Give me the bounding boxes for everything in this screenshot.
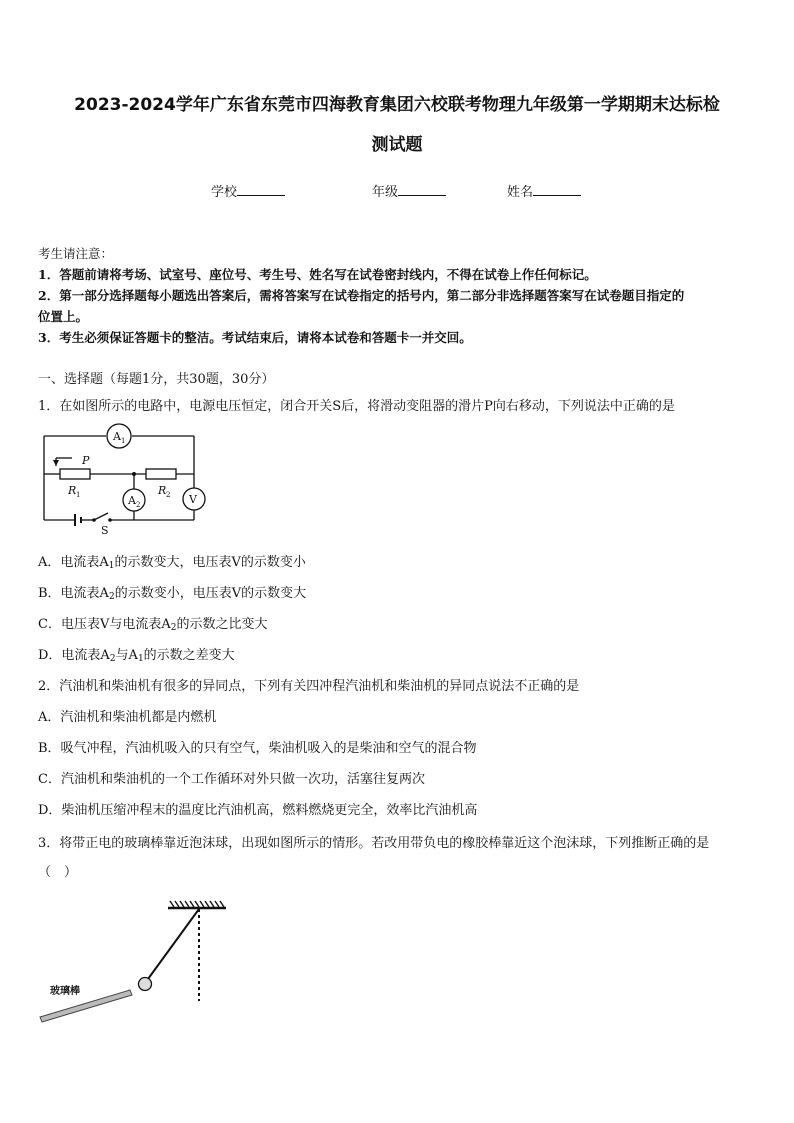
- p-label: P: [82, 454, 90, 467]
- a2-sub: 2: [136, 501, 141, 509]
- q1-option-c: C．电压表V与电流表$A_2$的示数之比变大: [38, 617, 268, 633]
- q2-option-a: A．汽油机和柴油机都是内燃机: [38, 710, 217, 725]
- school-field: [211, 181, 285, 200]
- a1-letter: A: [113, 430, 121, 443]
- q1-circuit-diagram: [38, 422, 218, 537]
- q3-paren: （ ）: [38, 865, 78, 880]
- notice-heading: 考生请注意：: [38, 246, 114, 261]
- r2-sub: 2: [166, 491, 171, 499]
- grade-field: [372, 181, 446, 200]
- grade-label: 年级: [372, 185, 399, 200]
- r1-letter: R: [68, 484, 77, 497]
- school-blank: [237, 183, 285, 196]
- q2-option-b: B．吸气冲程，汽油机吸入的只有空气，柴油机吸入的是柴油和空气的混合物: [38, 741, 477, 756]
- notice-item-1: 1．答题前请将考场、试室号、座位号、考生号、姓名写在试卷密封线内，不得在试卷上作任何标记。: [38, 267, 597, 282]
- page-title-line1: 2023-2024学年广东省东莞市四海教育集团六校联考物理九年级第一学期期末达标检: [74, 95, 720, 115]
- q2-option-d: D．柴油机压缩冲程末的温度比汽油机高，燃料燃烧更完全，效率比汽油机高: [38, 803, 478, 818]
- name-label: 姓名: [507, 185, 534, 200]
- q2-option-c: C．汽油机和柴油机的一个工作循环对外只做一次功，活塞往复两次: [38, 772, 425, 787]
- notice-item-2b: 位置上。: [38, 309, 89, 324]
- name-blank: [533, 183, 581, 196]
- r2-letter: R: [158, 484, 167, 497]
- rod-label: 玻璃棒: [50, 986, 80, 997]
- q2-stem: 2．汽油机和柴油机有很多的异同点，下列有关四冲程汽油机和柴油机的异同点说法不正确的是: [38, 679, 580, 694]
- q3-foam-ball-diagram: [38, 895, 238, 1025]
- s-label: S: [101, 524, 109, 537]
- q3-stem: 3．将带正电的玻璃棒靠近泡沫球，出现如图所示的情形。若改用带负电的橡胶棒靠近这个泡沫球，下列推断正确的是: [38, 836, 710, 851]
- q1-option-a: A．电流表$A_1$的示数变大，电压表V的示数变小: [38, 555, 306, 571]
- grade-blank: [398, 183, 446, 196]
- notice-item-2a: 2．第一部分选择题每小题选出答案后，需将答案写在试卷指定的括号内，第二部分非选择题答案写在试卷题目指定的: [38, 288, 685, 303]
- q1-option-b: B．电流表$A_2$的示数变小，电压表V的示数变大: [38, 586, 307, 602]
- q1-stem: 1．在如图所示的电路中，电源电压恒定，闭合开关S后，将滑动变阻器的滑片P向右移动，下列说法中正确的是: [38, 399, 675, 414]
- notice-item-3: 3．考生必须保证答题卡的整洁。考试结束后，请将本试卷和答题卡一并交回。: [38, 330, 472, 345]
- name-field: [507, 181, 581, 200]
- page-title-line2: 测试题: [371, 135, 423, 155]
- v-letter: V: [189, 493, 197, 506]
- school-label: 学校: [211, 185, 238, 200]
- q1-option-d: D．电流表$A_2$与$A_1$的示数之差变大: [38, 648, 235, 664]
- section-heading: 一、选择题（每题1分，共30题，30分）: [38, 372, 275, 387]
- notice-block: [38, 243, 758, 348]
- a2-letter: A: [128, 494, 136, 507]
- r1-sub: 1: [76, 491, 81, 499]
- a1-sub: 1: [121, 437, 126, 445]
